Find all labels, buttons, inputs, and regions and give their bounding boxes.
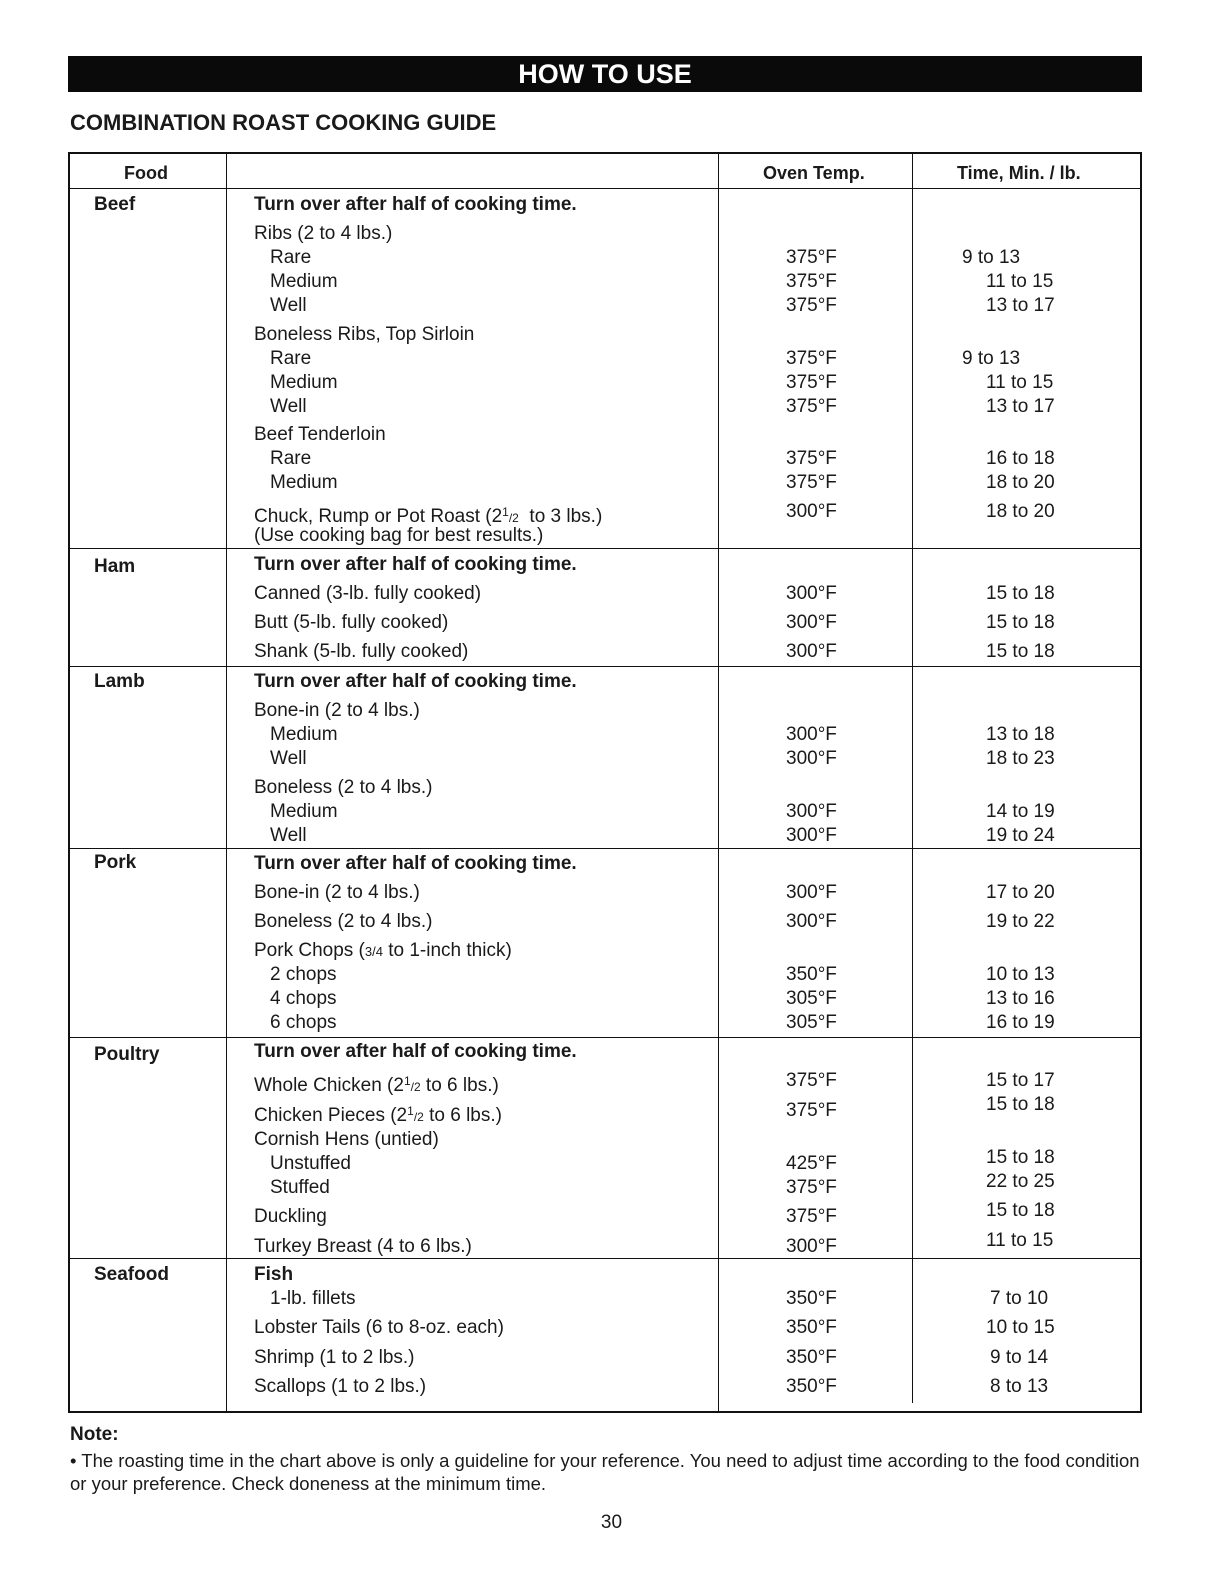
cook-time: 11 to 15: [986, 372, 1054, 393]
cook-time: 19 to 22: [986, 911, 1055, 932]
doneness: Well: [270, 825, 307, 846]
oven-temp: 300°F: [786, 882, 837, 903]
column-header-oven-temp: Oven Temp.: [763, 163, 865, 183]
food-item: Boneless Ribs, Top Sirloin: [254, 324, 475, 345]
oven-temp: 375°F: [786, 1206, 837, 1227]
cook-time: 15 to 17: [986, 1070, 1055, 1091]
doneness: Unstuffed: [270, 1153, 351, 1174]
cook-time: 15 to 18: [986, 1147, 1055, 1168]
oven-temp: 375°F: [786, 1177, 837, 1198]
food-note: (Use cooking bag for best results.): [254, 525, 544, 546]
oven-temp: 300°F: [786, 748, 837, 769]
cook-time: 13 to 18: [986, 724, 1055, 745]
doneness: Well: [270, 295, 307, 316]
cook-time: 14 to 19: [986, 801, 1055, 822]
cook-time: 7 to 10: [990, 1288, 1049, 1309]
cook-time: 13 to 17: [986, 396, 1055, 417]
chop-count: 2 chops: [270, 964, 337, 985]
doneness: Medium: [270, 472, 338, 493]
oven-temp: 375°F: [786, 348, 837, 369]
cook-time: 18 to 23: [986, 748, 1055, 769]
doneness: Well: [270, 396, 307, 417]
row-divider: [70, 1037, 1140, 1038]
oven-temp: 375°F: [786, 295, 837, 316]
cook-time: 9 to 14: [990, 1347, 1049, 1368]
food-item: 1-lb. fillets: [270, 1288, 356, 1309]
row-divider: [70, 666, 1140, 667]
food-item: Bone-in (2 to 4 lbs.): [254, 700, 420, 721]
oven-temp: 350°F: [786, 1317, 837, 1338]
page-number: 30: [600, 1512, 623, 1533]
doneness: Medium: [270, 801, 338, 822]
column-header-food: Food: [124, 163, 168, 183]
cook-time: 19 to 24: [986, 825, 1055, 846]
instruction: Turn over after half of cooking time.: [254, 194, 577, 215]
oven-temp: 300°F: [786, 612, 837, 633]
oven-temp: 300°F: [786, 724, 837, 745]
oven-temp: 375°F: [786, 472, 837, 493]
oven-temp: 350°F: [786, 964, 837, 985]
doneness: Medium: [270, 271, 338, 292]
doneness: Medium: [270, 372, 338, 393]
oven-temp: 375°F: [786, 448, 837, 469]
cooking-guide-table: [68, 152, 1142, 1413]
cook-time: 15 to 18: [986, 612, 1055, 633]
cook-time: 13 to 16: [986, 988, 1055, 1009]
cook-time: 18 to 20: [986, 501, 1055, 522]
cook-time: 13 to 17: [986, 295, 1055, 316]
food-item: Boneless (2 to 4 lbs.): [254, 777, 433, 798]
food-item: Beef Tenderloin: [254, 424, 386, 445]
row-divider: [70, 1258, 1140, 1259]
oven-temp: 305°F: [786, 988, 837, 1009]
doneness: Medium: [270, 724, 338, 745]
chop-count: 6 chops: [270, 1012, 337, 1033]
food-item: Turkey Breast (4 to 6 lbs.): [254, 1236, 472, 1257]
food-item: Canned (3-lb. fully cooked): [254, 583, 482, 604]
oven-temp: 350°F: [786, 1288, 837, 1309]
oven-temp: 300°F: [786, 1236, 837, 1257]
food-item: Boneless (2 to 4 lbs.): [254, 911, 433, 932]
cook-time: 8 to 13: [990, 1376, 1049, 1397]
category-poultry: Poultry: [94, 1044, 160, 1065]
food-item: Chuck, Rump or Pot Roast ($2^1/2$ to 3 lbs.): [254, 505, 603, 527]
oven-temp: 300°F: [786, 911, 837, 932]
food-item: Duckling: [254, 1206, 327, 1227]
category-beef: Beef: [94, 194, 136, 215]
cook-time: 17 to 20: [986, 882, 1055, 903]
food-item: Bone-in (2 to 4 lbs.): [254, 882, 420, 903]
category-pork: Pork: [94, 852, 137, 873]
food-item: Scallops (1 to 2 lbs.): [254, 1376, 427, 1397]
column-divider: [718, 154, 719, 1411]
row-divider: [70, 188, 1140, 189]
oven-temp: 350°F: [786, 1347, 837, 1368]
cook-time: 15 to 18: [986, 641, 1055, 662]
cook-time: 10 to 15: [986, 1317, 1055, 1338]
food-item: Cornish Hens (untied): [254, 1129, 439, 1150]
oven-temp: 300°F: [786, 583, 837, 604]
category-seafood: Seafood: [94, 1264, 169, 1285]
category-ham: Ham: [94, 556, 136, 577]
doneness: Rare: [270, 247, 312, 268]
cook-time: 9 to 13: [962, 247, 1021, 268]
cook-time: 16 to 19: [986, 1012, 1055, 1033]
row-divider: [70, 548, 1140, 549]
cook-time: 9 to 13: [962, 348, 1021, 369]
oven-temp: 375°F: [786, 396, 837, 417]
food-item: Chicken Pieces ($2^1/2$ to 6 lbs.): [254, 1104, 502, 1126]
instruction: Turn over after half of cooking time.: [254, 853, 577, 874]
doneness: Well: [270, 748, 307, 769]
chop-count: 4 chops: [270, 988, 337, 1009]
oven-temp: 375°F: [786, 372, 837, 393]
instruction: Turn over after half of cooking time.: [254, 671, 577, 692]
oven-temp: 300°F: [786, 801, 837, 822]
cook-time: 18 to 20: [986, 472, 1055, 493]
oven-temp: 350°F: [786, 1376, 837, 1397]
cook-time: 11 to 15: [986, 271, 1054, 292]
cook-time: 15 to 18: [986, 1094, 1055, 1115]
doneness: Stuffed: [270, 1177, 330, 1198]
food-item: Shank (5-lb. fully cooked): [254, 641, 469, 662]
oven-temp: 375°F: [786, 1070, 837, 1091]
oven-temp: 300°F: [786, 641, 837, 662]
cook-time: 10 to 13: [986, 964, 1055, 985]
oven-temp: 375°F: [786, 271, 837, 292]
food-item: Butt (5-lb. fully cooked): [254, 612, 449, 633]
food-item: Whole Chicken ($2^1/2$ to 6 lbs.): [254, 1074, 499, 1096]
column-divider: [226, 154, 227, 1411]
category-lamb: Lamb: [94, 671, 145, 692]
food-item: Ribs (2 to 4 lbs.): [254, 223, 393, 244]
cook-time: 11 to 15: [986, 1230, 1054, 1251]
food-item: Shrimp (1 to 2 lbs.): [254, 1347, 415, 1368]
note-text: • The roasting time in the chart above is only a guideline for your reference. You need to adjust time according to the food condition or your preference. Check doneness at the minimum time.: [70, 1450, 1140, 1494]
instruction: Turn over after half of cooking time.: [254, 554, 577, 575]
cook-time: 15 to 18: [986, 1200, 1055, 1221]
section-banner: HOW TO USE: [68, 56, 1142, 92]
column-header-time: Time, Min. / lb.: [957, 163, 1081, 183]
instruction: Turn over after half of cooking time.: [254, 1041, 577, 1062]
row-divider: [70, 848, 1140, 849]
food-item: Lobster Tails (6 to 8-oz. each): [254, 1317, 504, 1338]
food-item: Pork Chops (3/4 to 1-inch thick): [254, 940, 512, 961]
oven-temp: 425°F: [786, 1153, 837, 1174]
column-divider: [912, 154, 913, 1403]
cook-time: 22 to 25: [986, 1171, 1055, 1192]
page-title: COMBINATION ROAST COOKING GUIDE: [70, 110, 497, 135]
oven-temp: 305°F: [786, 1012, 837, 1033]
cook-time: 16 to 18: [986, 448, 1055, 469]
oven-temp: 375°F: [786, 1100, 837, 1121]
doneness: Rare: [270, 448, 312, 469]
cook-time: 15 to 18: [986, 583, 1055, 604]
oven-temp: 375°F: [786, 247, 837, 268]
doneness: Rare: [270, 348, 312, 369]
oven-temp: 300°F: [786, 825, 837, 846]
note-label: Note:: [70, 1424, 119, 1445]
fish-heading: Fish: [254, 1264, 294, 1285]
oven-temp: 300°F: [786, 501, 837, 522]
